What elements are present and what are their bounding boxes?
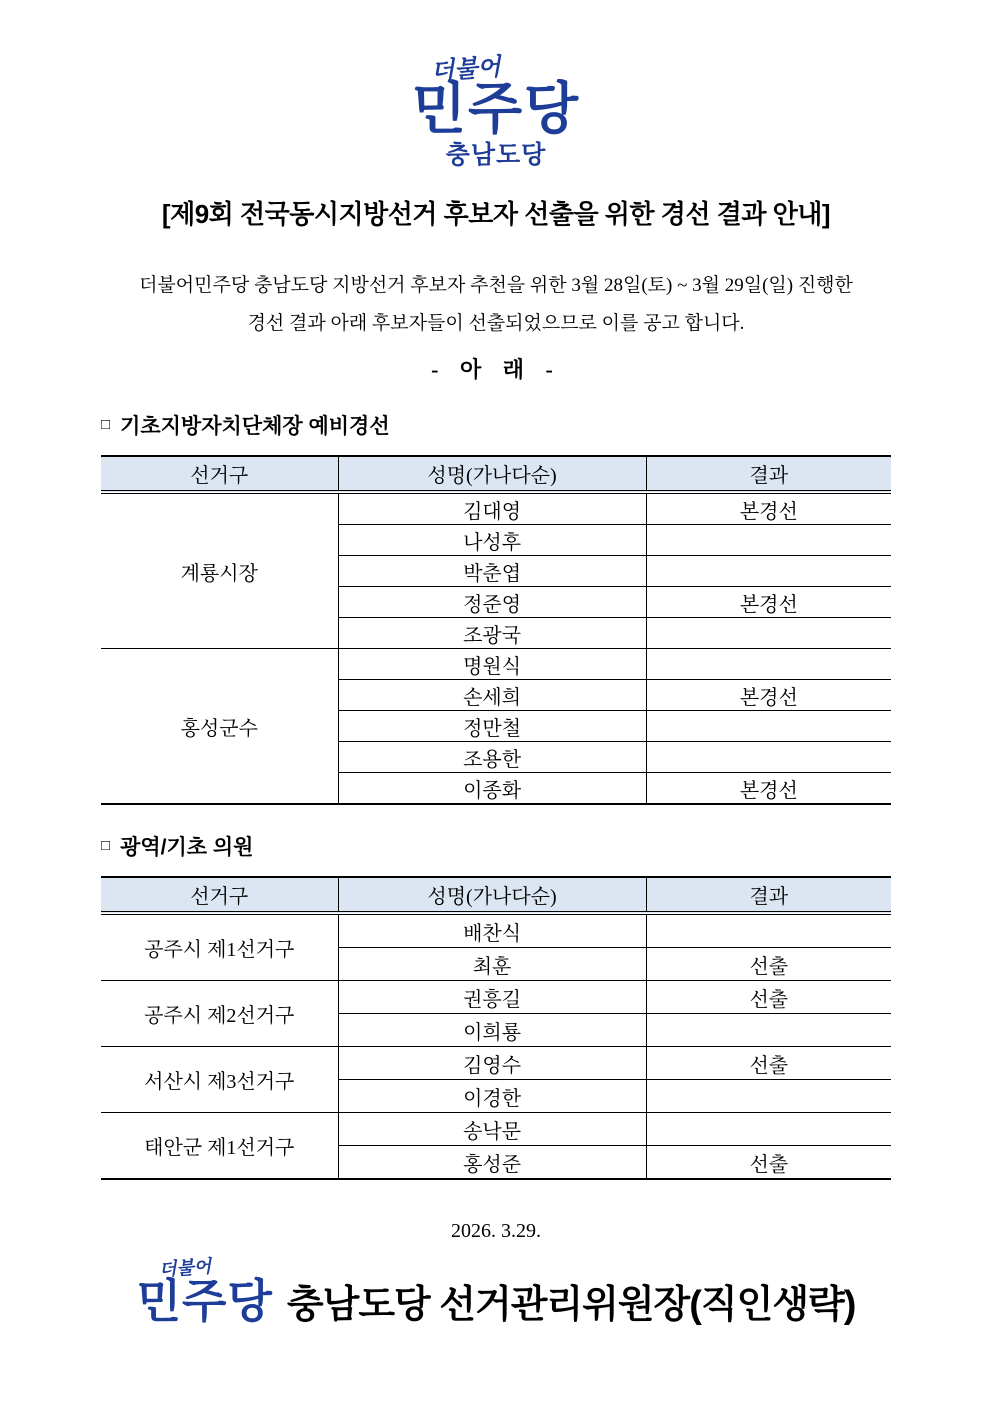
candidate-name-cell: 나성후 xyxy=(338,525,646,556)
result-cell: 선출 xyxy=(646,1047,891,1080)
candidate-name-cell: 권흥길 xyxy=(338,981,646,1014)
result-cell xyxy=(646,742,891,773)
candidate-name-cell: 김영수 xyxy=(338,1047,646,1080)
candidate-name-cell: 조용한 xyxy=(338,742,646,773)
district-cell: 서산시 제3선거구 xyxy=(101,1047,338,1113)
intro-line-1: 더불어민주당 충남도당 지방선거 후보자 추천을 위한 3월 28일(토) ~ 3월 29일(일) 진행한 xyxy=(139,275,853,296)
candidate-name-cell: 홍성준 xyxy=(338,1146,646,1180)
result-cell: 선출 xyxy=(646,948,891,981)
result-cell xyxy=(646,618,891,649)
intro-line-2: 경선 결과 아래 후보자들이 선출되었으므로 이를 공고 합니다. xyxy=(247,313,745,334)
candidate-name-cell: 조광국 xyxy=(338,618,646,649)
councilor-results-table xyxy=(101,876,891,1180)
candidate-name-cell: 손세희 xyxy=(338,680,646,711)
result-cell xyxy=(646,1113,891,1146)
candidate-name-cell: 이종화 xyxy=(338,773,646,805)
result-cell xyxy=(646,649,891,680)
result-cell xyxy=(646,1080,891,1113)
page-title: [제9회 전국동시지방선거 후보자 선출을 위한 경선 결과 안내] xyxy=(161,199,831,229)
section-heading-label: 광역/기초 의원 xyxy=(120,836,254,859)
candidate-name-cell: 송낙문 xyxy=(338,1113,646,1146)
signature-line xyxy=(0,1256,992,1328)
column-header-district: 선거구 xyxy=(101,877,338,913)
section-metro-basic-councilors xyxy=(101,831,891,1180)
square-bullet-icon: □ xyxy=(101,415,111,433)
result-cell xyxy=(646,525,891,556)
column-header-name: 성명(가나다순) xyxy=(338,456,646,492)
table-header-row xyxy=(101,877,891,913)
candidate-name-cell: 박춘엽 xyxy=(338,556,646,587)
district-cell: 계룡시장 xyxy=(101,492,338,649)
column-header-district: 선거구 xyxy=(101,456,338,492)
result-cell xyxy=(646,711,891,742)
district-cell: 태안군 제1선거구 xyxy=(101,1113,338,1180)
result-cell xyxy=(646,1014,891,1047)
candidate-name-cell: 정만철 xyxy=(338,711,646,742)
candidate-name-cell: 김대영 xyxy=(338,492,646,525)
section-heading xyxy=(101,410,891,440)
result-cell: 본경선 xyxy=(646,680,891,711)
primary-results-table xyxy=(101,455,891,805)
table-row xyxy=(101,981,891,1014)
candidate-name-cell: 이희룡 xyxy=(338,1014,646,1047)
section-basic-local-government-heads xyxy=(101,410,891,805)
announcement-date: 2026. 3.29. xyxy=(451,1220,541,1242)
square-bullet-icon: □ xyxy=(101,836,111,854)
table-row xyxy=(101,492,891,525)
party-logo-wordmark: 민주당 xyxy=(411,77,581,140)
column-header-result: 결과 xyxy=(646,456,891,492)
result-cell: 본경선 xyxy=(646,773,891,805)
candidate-name-cell: 최훈 xyxy=(338,948,646,981)
party-logo-wordmark: 민주당 xyxy=(136,1275,273,1327)
table-row xyxy=(101,913,891,948)
candidate-name-cell: 명원식 xyxy=(338,649,646,680)
party-logo-script: 더불어 xyxy=(430,54,502,86)
result-cell: 선출 xyxy=(646,1146,891,1180)
candidate-name-cell: 정준영 xyxy=(338,587,646,618)
signature-text: 충남도당 선거관리위원장(직인생략) xyxy=(286,1284,856,1326)
table-row xyxy=(101,1113,891,1146)
candidate-name-cell: 배찬식 xyxy=(338,913,646,948)
district-cell: 공주시 제2선거구 xyxy=(101,981,338,1047)
party-logo xyxy=(0,0,992,168)
section-heading-label: 기초지방자치단체장 예비경선 xyxy=(120,415,390,438)
result-cell: 본경선 xyxy=(646,492,891,525)
intro-paragraph xyxy=(0,267,992,343)
table-row xyxy=(101,649,891,680)
district-cell: 공주시 제1선거구 xyxy=(101,913,338,981)
result-cell: 본경선 xyxy=(646,587,891,618)
party-logo-small xyxy=(136,1256,273,1327)
table-row xyxy=(101,1047,891,1080)
below-divider-label: - 아 래 - xyxy=(431,357,561,382)
column-header-name: 성명(가나다순) xyxy=(338,877,646,913)
section-heading xyxy=(101,831,891,861)
result-cell xyxy=(646,556,891,587)
result-cell xyxy=(646,913,891,948)
table-header-row xyxy=(101,456,891,492)
result-cell: 선출 xyxy=(646,981,891,1014)
candidate-name-cell: 이경한 xyxy=(338,1080,646,1113)
party-logo-chapter: 충남도당 xyxy=(445,141,547,169)
column-header-result: 결과 xyxy=(646,877,891,913)
district-cell: 홍성군수 xyxy=(101,649,338,805)
party-logo-script: 더불어 xyxy=(158,1256,212,1280)
